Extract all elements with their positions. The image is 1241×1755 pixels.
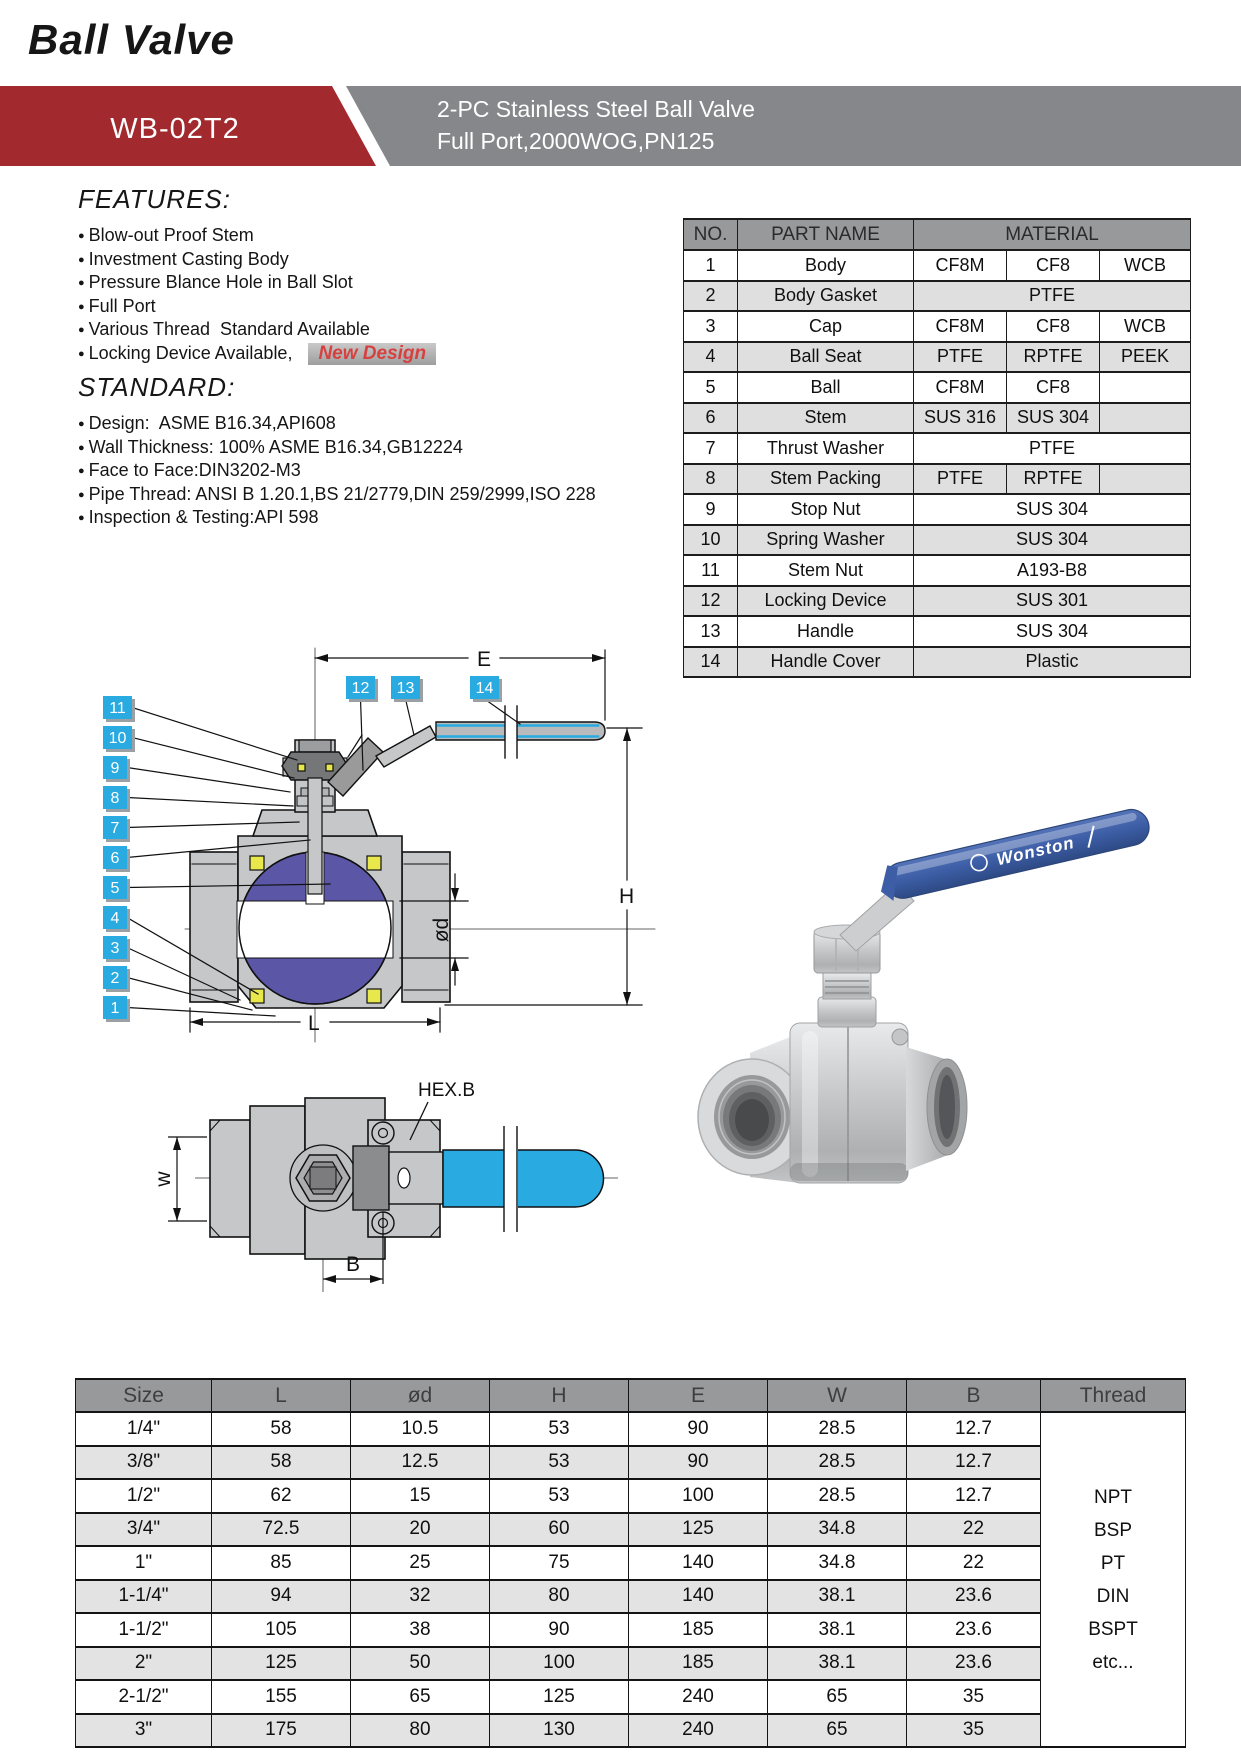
handle-bend [376, 726, 436, 767]
parts-row-6 [684, 403, 1191, 434]
thread-option: BSP [1093, 1519, 1133, 1541]
standard-item-3: ● Pipe Thread: ANSI B 1.20.1,BS 21/2779,DIN 259/2999,ISO 228 [78, 483, 596, 504]
parts-row-11 [684, 555, 1191, 586]
size-cell: 2-1/2" [76, 1680, 212, 1714]
bullet-icon: ● [78, 512, 85, 525]
size-cell: 38.1 [768, 1647, 907, 1681]
parts-cell: 8 [684, 464, 738, 495]
features-list [78, 224, 658, 342]
parts-table [683, 218, 1191, 678]
size-row-0 [76, 1412, 1186, 1446]
size-cell: 125 [490, 1680, 629, 1714]
size-header-1: L [212, 1379, 351, 1412]
subtitle-line1: 2-PC Stainless Steel Ball Valve [437, 96, 755, 122]
parts-cell: Ball [738, 372, 914, 403]
size-cell: 1-1/4" [76, 1580, 212, 1614]
size-cell: 140 [629, 1546, 768, 1580]
parts-cell: SUS 304 [1007, 403, 1100, 434]
size-header-5: W [768, 1379, 907, 1412]
parts-header-name: PART NAME [738, 219, 914, 250]
size-cell: 3/8" [76, 1446, 212, 1480]
parts-cell: 6 [684, 403, 738, 434]
callout-8 [103, 786, 293, 812]
size-cell: 75 [490, 1546, 629, 1580]
size-row-8 [76, 1680, 1186, 1714]
cross-section-drawing [103, 648, 655, 1042]
size-header-7: Thread [1041, 1379, 1186, 1412]
bullet-icon: ● [78, 347, 85, 360]
size-cell: 125 [212, 1647, 351, 1681]
parts-header-row [684, 219, 1191, 250]
feature-item-locking: ● Locking Device Available, New Design [78, 342, 658, 366]
size-cell: 185 [629, 1613, 768, 1647]
parts-cell: PTFE [914, 342, 1007, 373]
size-cell: 100 [629, 1479, 768, 1513]
parts-cell: Handle [738, 616, 914, 647]
parts-cell: RPTFE [1007, 342, 1100, 373]
tv-clamp [353, 1146, 389, 1210]
size-row-4 [76, 1546, 1186, 1580]
parts-cell: Cap [738, 311, 914, 342]
parts-cell: SUS 304 [914, 525, 1191, 556]
size-table [75, 1378, 1186, 1748]
size-cell: 22 [907, 1513, 1041, 1547]
technical-drawing [80, 618, 660, 1318]
parts-header-material: MATERIAL [914, 219, 1191, 250]
parts-cell: Stem Packing [738, 464, 914, 495]
thread-option: DIN [1096, 1585, 1130, 1607]
dim-label-L: L [308, 1012, 320, 1035]
svg-text:12: 12 [351, 680, 370, 697]
size-cell: 185 [629, 1647, 768, 1681]
dim-label-B: B [346, 1253, 361, 1276]
svg-text:13: 13 [396, 680, 415, 697]
parts-row-1 [684, 250, 1191, 281]
parts-cell: SUS 301 [914, 586, 1191, 617]
size-cell: 58 [212, 1446, 351, 1480]
tv-left-cap [210, 1120, 250, 1237]
size-cell: 62 [212, 1479, 351, 1513]
parts-cell: 9 [684, 494, 738, 525]
tv-handle [443, 1150, 604, 1207]
size-cell: 12.5 [351, 1446, 490, 1480]
ball-bore [237, 901, 393, 958]
feature-item-2: ● Pressure Blance Hole in Ball Slot [78, 272, 353, 293]
parts-cell: Body [738, 250, 914, 281]
size-cell: 240 [629, 1680, 768, 1714]
parts-row-3 [684, 311, 1191, 342]
parts-cell: CF8M [914, 250, 1007, 281]
size-row-6 [76, 1613, 1186, 1647]
svg-text:1: 1 [110, 1000, 120, 1017]
svg-text:5: 5 [110, 880, 120, 897]
bullet-icon: ● [78, 230, 85, 242]
parts-row-10 [684, 525, 1191, 556]
parts-cell: Stop Nut [738, 494, 914, 525]
size-row-3 [76, 1513, 1186, 1547]
parts-cell: CF8 [1007, 311, 1100, 342]
size-cell: 53 [490, 1412, 629, 1446]
product-subtitle [437, 93, 755, 157]
size-cell: 32 [351, 1580, 490, 1614]
tv-break-gap [504, 1124, 518, 1234]
handle-brand-text: Wonston [994, 832, 1077, 870]
size-cell: 72.5 [212, 1513, 351, 1547]
size-cell: 100 [490, 1647, 629, 1681]
size-header-3: H [490, 1379, 629, 1412]
size-cell: 35 [907, 1714, 1041, 1748]
size-cell: 125 [629, 1513, 768, 1547]
size-cell: 20 [351, 1513, 490, 1547]
callout-10 [103, 726, 294, 778]
size-cell: 23.6 [907, 1613, 1041, 1647]
size-cell: 25 [351, 1546, 490, 1580]
parts-cell: CF8 [1007, 250, 1100, 281]
size-cell: 80 [490, 1580, 629, 1614]
size-row-1 [76, 1446, 1186, 1480]
photo-stem-collar [818, 997, 876, 1027]
callout-13 [391, 676, 423, 735]
size-header-6: B [907, 1379, 1041, 1412]
size-cell: 80 [351, 1714, 490, 1748]
bullet-icon: ● [78, 324, 85, 337]
parts-row-13 [684, 616, 1191, 647]
parts-cell: PTFE [914, 464, 1007, 495]
parts-row-5 [684, 372, 1191, 403]
thread-option: PT [1100, 1552, 1126, 1574]
dim-label-E: E [477, 648, 492, 671]
svg-text:3: 3 [110, 940, 120, 957]
size-cell: 1/2" [76, 1479, 212, 1513]
size-cell: 65 [768, 1714, 907, 1748]
bullet-icon: ● [78, 465, 85, 478]
parts-cell: Spring Washer [738, 525, 914, 556]
parts-cell: 13 [684, 616, 738, 647]
size-header-4: E [629, 1379, 768, 1412]
size-cell: 12.7 [907, 1412, 1041, 1446]
parts-cell: 4 [684, 342, 738, 373]
parts-cell: CF8M [914, 372, 1007, 403]
thread-option: BSPT [1088, 1618, 1138, 1640]
size-cell: 3/4" [76, 1513, 212, 1547]
features-heading: FEATURES: [78, 184, 231, 214]
parts-cell: SUS 304 [914, 616, 1191, 647]
svg-text:2: 2 [110, 970, 120, 987]
parts-cell: 3 [684, 311, 738, 342]
size-cell: 22 [907, 1546, 1041, 1580]
parts-cell: A193-B8 [914, 555, 1191, 586]
bullet-icon: ● [78, 418, 85, 430]
parts-cell: Stem [738, 403, 914, 434]
standard-heading: STANDARD: [78, 372, 236, 402]
standard-section [78, 372, 658, 530]
thread-option: etc... [1092, 1651, 1134, 1673]
header-banner [0, 86, 1241, 166]
features-section [78, 184, 658, 366]
parts-cell: 12 [684, 586, 738, 617]
parts-cell: 5 [684, 372, 738, 403]
standard-list [78, 412, 658, 530]
dim-label-W: w [152, 1171, 175, 1187]
parts-cell: WCB [1100, 250, 1191, 281]
size-cell: 1/4" [76, 1412, 212, 1446]
size-cell: 65 [768, 1680, 907, 1714]
size-cell: 53 [490, 1479, 629, 1513]
thread-cell [1041, 1412, 1186, 1747]
parts-row-12 [684, 586, 1191, 617]
svg-text:11: 11 [109, 700, 126, 717]
svg-text:8: 8 [110, 790, 120, 807]
size-cell: 90 [629, 1412, 768, 1446]
size-cell: 34.8 [768, 1513, 907, 1547]
size-cell: 38 [351, 1613, 490, 1647]
stem [308, 778, 322, 894]
feature-item-3: ● Full Port [78, 295, 156, 316]
feature-item-4: ● Various Thread Standard Available [78, 319, 370, 340]
parts-cell: Handle Cover [738, 647, 914, 678]
size-cell: 60 [490, 1513, 629, 1547]
size-header-0: Size [76, 1379, 212, 1412]
parts-cell [1100, 403, 1191, 434]
standard-item-2: ● Face to Face:DIN3202-M3 [78, 460, 301, 481]
parts-cell: Thrust Washer [738, 433, 914, 464]
size-cell: 15 [351, 1479, 490, 1513]
size-cell: 90 [629, 1446, 768, 1480]
size-row-7 [76, 1647, 1186, 1681]
size-cell: 38.1 [768, 1580, 907, 1614]
bullet-icon: ● [78, 441, 85, 454]
size-cell: 12.7 [907, 1446, 1041, 1480]
size-cell: 65 [351, 1680, 490, 1714]
parts-cell: CF8M [914, 311, 1007, 342]
product-photo [690, 735, 1235, 1185]
size-header-row [76, 1379, 1186, 1412]
bullet-icon: ● [78, 253, 85, 266]
size-cell: 50 [351, 1647, 490, 1681]
dim-label-H: H [619, 885, 635, 908]
size-cell: 58 [212, 1412, 351, 1446]
size-row-5 [76, 1580, 1186, 1614]
size-cell: 130 [490, 1714, 629, 1748]
bullet-icon: ● [78, 277, 85, 290]
svg-text:10: 10 [108, 730, 127, 747]
size-cell: 94 [212, 1580, 351, 1614]
parts-cell: SUS 304 [914, 494, 1191, 525]
size-cell: 28.5 [768, 1479, 907, 1513]
parts-cell: 7 [684, 433, 738, 464]
parts-cell: 1 [684, 250, 738, 281]
standard-item-4: ● Inspection & Testing:API 598 [78, 507, 319, 528]
size-cell: 38.1 [768, 1613, 907, 1647]
size-cell: 3" [76, 1714, 212, 1748]
parts-cell: WCB [1100, 311, 1191, 342]
size-cell: 85 [212, 1546, 351, 1580]
parts-cell: PTFE [914, 433, 1191, 464]
parts-cell [1100, 372, 1191, 403]
size-cell: 34.8 [768, 1546, 907, 1580]
size-cell: 2" [76, 1647, 212, 1681]
model-code: WB-02T2 [110, 113, 240, 145]
size-cell: 23.6 [907, 1647, 1041, 1681]
parts-cell: CF8 [1007, 372, 1100, 403]
size-cell: 140 [629, 1580, 768, 1614]
svg-text:14: 14 [475, 680, 494, 697]
svg-text:4: 4 [110, 910, 120, 927]
parts-cell: 2 [684, 281, 738, 312]
dim-label-hexb: HEX.B [418, 1080, 476, 1101]
parts-cell: Body Gasket [738, 281, 914, 312]
size-cell: 240 [629, 1714, 768, 1748]
size-cell: 155 [212, 1680, 351, 1714]
photo-handle [876, 806, 1153, 903]
size-cell: 28.5 [768, 1412, 907, 1446]
parts-cell: Locking Device [738, 586, 914, 617]
svg-text:9: 9 [110, 760, 120, 777]
size-row-9 [76, 1714, 1186, 1748]
size-cell: 90 [490, 1613, 629, 1647]
feature-item-0: ● Blow-out Proof Stem [78, 225, 254, 245]
size-row-2 [76, 1479, 1186, 1513]
page-title: Ball Valve [28, 16, 235, 63]
size-cell: 175 [212, 1714, 351, 1748]
parts-row-9 [684, 494, 1191, 525]
svg-text:6: 6 [110, 850, 120, 867]
parts-row-7 [684, 433, 1191, 464]
dim-H-lines [445, 728, 642, 1005]
parts-cell [1100, 464, 1191, 495]
svg-text:7: 7 [110, 820, 120, 837]
parts-cell: PTFE [914, 281, 1191, 312]
size-cell: 53 [490, 1446, 629, 1480]
parts-cell: Ball Seat [738, 342, 914, 373]
standard-item-0: ● Design: ASME B16.34,API608 [78, 413, 336, 433]
parts-row-2 [684, 281, 1191, 312]
dim-label-od: ød [430, 917, 453, 943]
size-cell: 12.7 [907, 1479, 1041, 1513]
size-header-2: ød [351, 1379, 490, 1412]
top-view-drawing [152, 1080, 618, 1292]
size-cell: 35 [907, 1680, 1041, 1714]
parts-cell: Plastic [914, 647, 1191, 678]
thread-option: NPT [1094, 1486, 1132, 1508]
new-design-badge: New Design [308, 343, 436, 365]
parts-cell: SUS 316 [914, 403, 1007, 434]
bullet-icon: ● [78, 300, 85, 313]
parts-row-8 [684, 464, 1191, 495]
parts-row-14 [684, 647, 1191, 678]
standard-item-1: ● Wall Thickness: 100% ASME B16.34,GB12224 [78, 436, 463, 457]
parts-cell: RPTFE [1007, 464, 1100, 495]
size-cell: 23.6 [907, 1580, 1041, 1614]
parts-cell: Stem Nut [738, 555, 914, 586]
size-cell: 1" [76, 1546, 212, 1580]
parts-row-4 [684, 342, 1191, 373]
size-cell: 10.5 [351, 1412, 490, 1446]
parts-cell: 11 [684, 555, 738, 586]
tv-handle-base [389, 1152, 443, 1204]
callout-9 [103, 756, 290, 792]
break-gap [505, 704, 517, 760]
bullet-icon: ● [78, 488, 85, 501]
size-cell: 28.5 [768, 1446, 907, 1480]
subtitle-line2: Full Port,2000WOG,PN125 [437, 128, 715, 154]
parts-header-no: NO. [684, 219, 738, 250]
parts-cell: PEEK [1100, 342, 1191, 373]
parts-cell: 10 [684, 525, 738, 556]
parts-cell: 14 [684, 647, 738, 678]
feature-item-1: ● Investment Casting Body [78, 248, 289, 269]
size-cell: 105 [212, 1613, 351, 1647]
size-cell: 1-1/2" [76, 1613, 212, 1647]
